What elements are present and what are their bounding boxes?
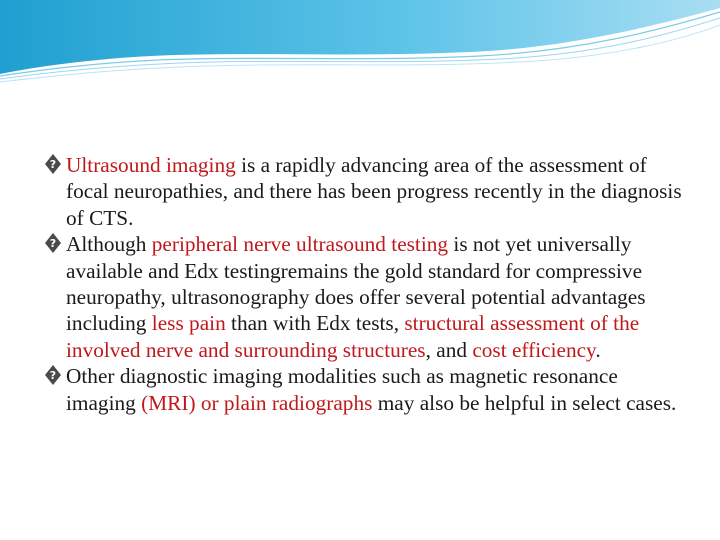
paragraph-3-seg-2: (MRI) or plain radiographs xyxy=(141,390,373,415)
paragraph-2-seg-6: structural assessment of the involved nerve and surrounding structures xyxy=(66,311,640,362)
paragraph-2-seg-9: . xyxy=(595,337,601,362)
svg-text:?: ? xyxy=(49,158,57,171)
svg-text:?: ? xyxy=(49,369,57,383)
header-wave-decoration xyxy=(0,0,720,90)
paragraph-2-seg-8: cost efficiency xyxy=(472,337,596,362)
paragraph-1-seg-1: Ultrasound imaging xyxy=(66,153,236,177)
paragraph-3-seg-1: Other diagnostic imaging modalities such as magnetic resonance imaging xyxy=(66,364,618,415)
paragraph-3-seg-3: may also be helpful in select cases. xyxy=(372,390,677,415)
paragraph-3 xyxy=(44,363,684,416)
paragraph-2-seg-2: peripheral nerve ultrasound testing xyxy=(151,232,449,257)
paragraph-1 xyxy=(44,152,684,231)
slide-body xyxy=(44,152,684,416)
paragraph-1-seg-2: is a rapidly advancing area of the assessment of focal neuropathies, and there has been progress recently in the diagnosis of CTS. xyxy=(66,153,682,230)
paragraph-2-seg-5: than with Edx tests, xyxy=(225,311,405,336)
paragraph-2 xyxy=(44,231,684,363)
replacement-glyph-icon xyxy=(44,232,62,254)
svg-text:?: ? xyxy=(49,237,57,251)
paragraph-2-seg-3: is not yet universally available and Edx testingremains the gold standard for compressive neuropathy, ultrasonography does offer several potential advantages including xyxy=(66,232,646,336)
replacement-glyph-icon xyxy=(44,153,62,175)
paragraph-2-seg-1: Although xyxy=(66,232,152,257)
replacement-glyph-icon xyxy=(44,364,62,386)
paragraph-2-seg-7: , and xyxy=(425,337,473,362)
paragraph-2-seg-4: less pain xyxy=(151,311,226,336)
